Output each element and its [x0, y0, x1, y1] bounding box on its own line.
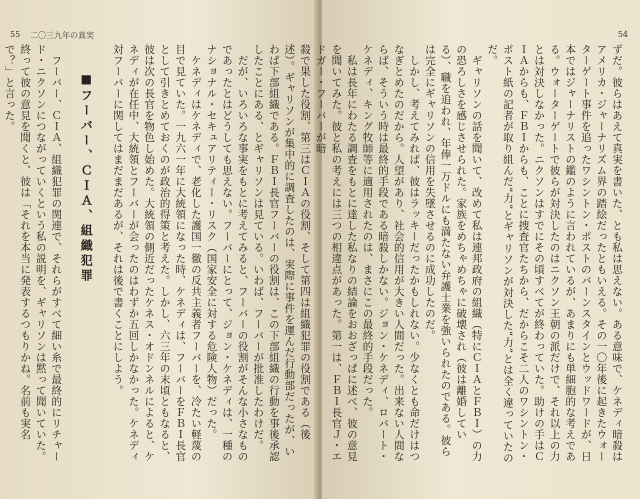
section-heading-marker: ■: [79, 72, 94, 89]
right-page-number: 54: [617, 30, 628, 39]
section-heading: [63, 44, 109, 464]
paragraph: しかし、考えてみれば、彼はラッキーだったかもしれない。少なくとも命だけはつなぎとめたのだから。人望があり、社会的信用が大きい人間だった。出来ない人間ならば、そういう時は最終的手段である暗殺しかない。ジョン・ケネディ、ロバート・ケネディ、キング牧師等に適用されたのは、まさにこの最終的手段だった。: [361, 44, 421, 462]
section-heading-text: フーバー、ＣＩＡ、組織犯罪: [79, 89, 94, 284]
right-page: [314, 0, 640, 499]
paragraph: ギャリソンの話を聞いて、改めて私は連邦政府の組織（特にＣＩＡとＦＢＩ）の力の恐ろしさを感じさせられた。家族をめちゃめちゃに破壊され（彼は離婚している）、職を追われ、年俸一万ドルにも満たない弁護士業を強いられたのである。彼らは完全にギャリソンの信用を失墜させるのに成功したのだ。: [423, 44, 483, 462]
paragraph: 私は長年にわたる調査をもとに達した私なりの結論をおおざっぱに述べ、彼の意見を聞いてみた。彼と私の考えには三つの相違点があった。第一は、ＦＢＩ長官Ｊ・エドガー・フーバーが暗: [314, 44, 358, 462]
paragraph: フーバー、ＣＩＡ、組織犯罪の関連で、それらがすべて細い糸で最終的にリチャード・ニクソンにつながっていくという私の説明を、ギャリソンは黙って聞いていた。終って彼の意見を聞くと、彼は「それを本当に発表するつもりかね。名前も実名で？」と言った。: [3, 44, 63, 462]
paragraph: ずだ。彼らはあえて真実を書いた、とも私は思えない。ある意味で、ケネディ暗殺はアメリカ・ジャーナリズム界の踏絵だったともいえる。その一〇年後に起きたウォーターゲート事件を追ったワシントン・ポストのバーンスタインとウッドワードが、日本ではジャーナリストの鑑のように言われているが、あまりにも単細胞的な考えである。ウォーターゲートで彼らが対決したのはニクソン王朝の派だけで、それ以上の力とは対決しなかった。ニクソンはすでにその頃すべてが終わっていた。助けの手はＣＩＡからも、ＦＢＩからも、ことに捜査官たちから、だからこそ二人のワシントン・ポスト紙の記者が取り組んだ“力”とギャリソンが対決した“力”とは全く違っていたのだ。: [486, 44, 623, 464]
left-page-body: [3, 44, 312, 464]
right-page-body: [314, 44, 624, 464]
left-page-number: 55: [10, 30, 21, 39]
paragraph: ケネディはケネディで、老化した護国一徹の反共主義者フーバーを、冷たい軽蔑の目で見ていた。一九六一年に大統領になった時、ケネディは、フーバーをＦＢＩ長官として引きとめておくのが政治的得策と考えた。しかし、六三年の末頃ともなると、彼は次の長官を物色し始めた。大統領の側近だったケネス・オドンネルによると、ケネディが在任中、大統領とフーバーが会ったのはわずか五回しかなかった。ケネディ対フーバーに関してはまだまだあるが、それは後で書くことにしよう。: [111, 44, 202, 462]
running-head: 二〇三九年の真実: [30, 31, 94, 40]
paragraph: 殺で果した役割、第三はＣＩＡの役割、そして第四は組織犯罪の役割である（後述）。ギャリソンが集中的に調査したのは、実際に事件を運んだ行動部だったが、いわば下部組織である。ＦＢＩ長官フーバーの役割は、この下部組織の行動を事後承認したことにある、とギャリソンは見ている。いわば、フーバーが批准したわけだ。: [252, 44, 311, 462]
left-page: [0, 0, 318, 499]
paragraph: だが、いろいろな事実をもとに考えてみると、フーバーの役割がそんな小さなものであったとはどうしても思えない。フーバーにとって、ジョン・ケネディは、一種のナショナル・セキュアリティー・リスク（国家安全に対する危険人物）だった。: [205, 44, 249, 462]
